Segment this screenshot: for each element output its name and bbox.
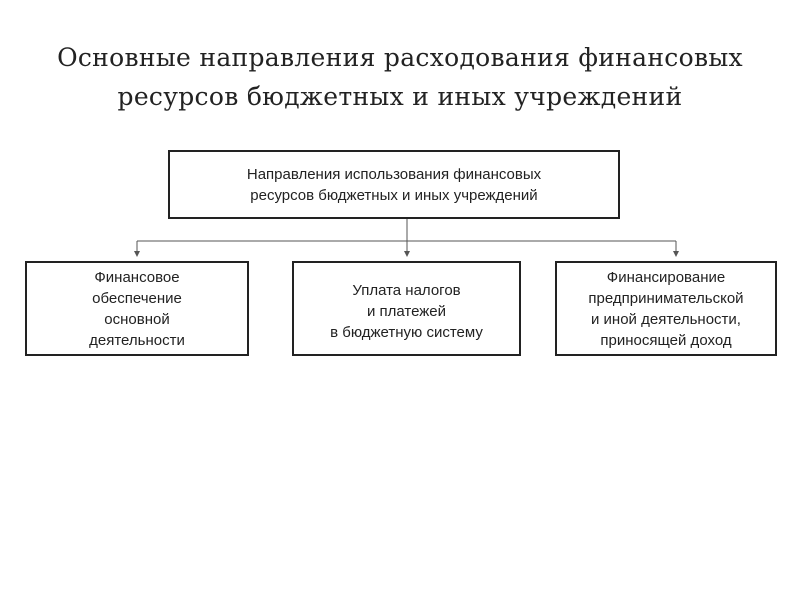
child-node-main-activity bbox=[25, 261, 249, 356]
child-node-business-activity bbox=[555, 261, 777, 356]
child-node-line: Финансирование bbox=[606, 268, 726, 286]
child-node-line: и платежей bbox=[366, 303, 447, 320]
slide-title-line-2: ресурсов бюджетных и иных учреждений bbox=[117, 82, 683, 111]
child-node-line: и иной деятельности, bbox=[591, 310, 741, 328]
root-node-line-1: Направления использования финансовых bbox=[246, 165, 542, 183]
child-node-line: приносящей доход bbox=[600, 331, 732, 349]
root-node bbox=[168, 150, 620, 219]
child-node-line: обеспечение bbox=[92, 289, 182, 307]
root-node-line-2: ресурсов бюджетных и иных учреждений bbox=[250, 186, 538, 204]
child-node-line: основной bbox=[104, 310, 170, 328]
child-node-line: Финансовое bbox=[94, 268, 180, 286]
child-node-line: в бюджетную систему bbox=[330, 324, 483, 341]
slide-title-line-1: Основные направления расходования финансовых bbox=[57, 43, 743, 72]
child-node-line: предпринимательской bbox=[588, 289, 744, 307]
child-node-line: деятельности bbox=[89, 331, 185, 349]
child-node-taxes bbox=[292, 261, 521, 356]
child-node-line: Уплата налогов bbox=[352, 282, 461, 299]
